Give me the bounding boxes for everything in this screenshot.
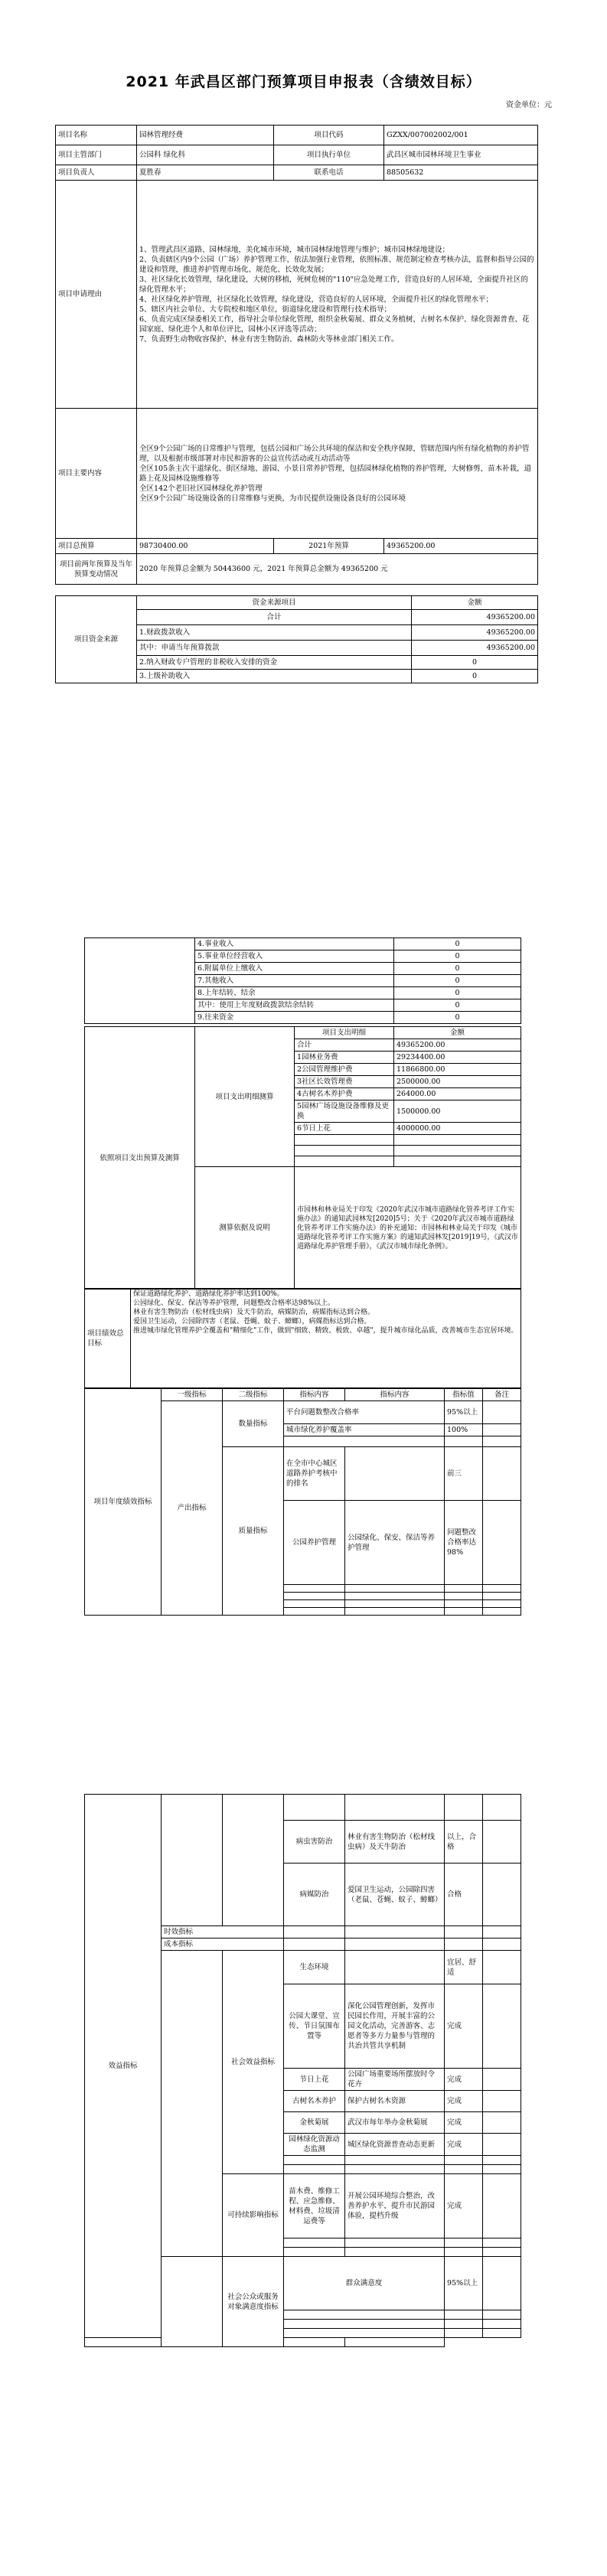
kpi-social-content: 园林绿化资源动态监测 [284, 2134, 345, 2156]
kpi-sustain-sub: 开展公园环境综合整治，改善养护水平，提升市民游园体验，提档升级 [345, 2174, 445, 2239]
label-year-budget: 2021年预算 [274, 539, 384, 554]
kpi-satisfaction-content: 群众满意度 [284, 2257, 445, 2310]
kpi-note-cell [483, 1447, 521, 1501]
detail-row-name [295, 1146, 394, 1156]
label-cost: 成本指标 [162, 1939, 284, 1951]
kpi-empty-cell [284, 1795, 345, 1821]
detail-row-amount: 4000000.00 [394, 1123, 521, 1135]
detail-row-name: 2公园管理维护费 [295, 1064, 394, 1076]
kpi-quality2-content: 病媒防治 [284, 1864, 345, 1926]
detail-row-name: 6节日上花 [295, 1123, 394, 1135]
funds2-row-amount: 0 [394, 999, 521, 1012]
kpi-empty-cell [445, 2320, 483, 2329]
kpi-empty-cell [284, 2310, 445, 2320]
label-social: 社会效益指标 [223, 1951, 284, 2174]
kpi-empty-cell [445, 1939, 483, 1951]
detail-row-name: 3社区长效管理费 [295, 1076, 394, 1088]
kpi-header-lvl2: 二级指标 [223, 1389, 284, 1401]
funds2-row-name: 其中：使用上年度财政拨款结余结转 [195, 999, 394, 1012]
change-value: 2020 年预算总金额为 50443600 元，2021 年预算总金额为 49365200 元 [137, 554, 538, 585]
kpi-empty-cell [483, 2239, 521, 2248]
kpi-empty-cell [284, 1608, 345, 1616]
kpi-sustain-content: 苗木费、维修工程、应急维修、材料费、垃圾清运费等 [284, 2174, 345, 2239]
kpi-empty-cell [483, 1926, 521, 1939]
detail-row-amount: 264000.00 [394, 1088, 521, 1101]
overall-goal-table [84, 1288, 521, 1388]
funds2-row-name: 9.往来资金 [195, 1012, 394, 1024]
kpi-quality-value: 问题整改合格率达98% [445, 1501, 483, 1585]
kpi-empty-cell [284, 1585, 345, 1593]
detail-row-name: 1园林业务费 [295, 1052, 394, 1064]
kpi-empty-cell [345, 1608, 445, 1616]
kpi-header-target: 指标值 [445, 1389, 483, 1401]
kpi-note-cell [483, 2134, 521, 2156]
funds-row-name: 1.财政拨款收入 [137, 625, 412, 641]
detail-row-amount [394, 1146, 521, 1156]
kpi-empty-cell [483, 2165, 521, 2174]
kpi-social-content: 生态环境 [284, 1951, 345, 1984]
kpi-empty-cell [483, 1436, 521, 1447]
kpi-social-sub: 武汉市每年举办金秋菊展 [345, 2112, 445, 2134]
kpi-social-value: 完成 [445, 2091, 483, 2112]
label-sustain: 可持续影响指标 [223, 2174, 284, 2257]
kpi-empty-cell [445, 2248, 483, 2257]
funds2-row-amount: 0 [394, 938, 521, 951]
kpi-empty-cell [85, 2338, 223, 2347]
detail-row-name: 4古树名木养护费 [295, 1088, 394, 1101]
kpi-header-note: 备注 [483, 1389, 521, 1401]
kpi-empty-cell [445, 1795, 483, 1821]
kpi-empty-cell [284, 2156, 345, 2165]
owner-value: 夏胜春 [137, 165, 274, 181]
kpi-cont-spacer [162, 2257, 223, 2347]
kpi-empty-cell [345, 1939, 445, 1951]
funds-row-amount: 49365200.00 [412, 641, 538, 656]
kpi-empty-cell [483, 2310, 521, 2320]
kpi-social-value: 完成 [445, 1984, 483, 2069]
detail-row-amount [394, 1135, 521, 1146]
label-timeliness: 时效指标 [162, 1926, 284, 1939]
kpi-quality-content: 公园养护管理 [284, 1501, 345, 1585]
kpi-note-cell [483, 2069, 521, 2091]
label-content: 项目主要内容 [56, 409, 137, 539]
kpi-quality-value: 前三 [445, 1447, 483, 1501]
label-calc-basis: 测算依据及说明 [195, 1167, 295, 1290]
kpi-social-value: 完成 [445, 2134, 483, 2156]
label-change: 项目前两年预算及当年预算变动情况 [56, 554, 137, 585]
kpi-empty-cell [284, 2165, 345, 2174]
funds-table [55, 595, 538, 683]
funds2-row-name: 7.其他收入 [195, 975, 394, 987]
kpi-empty-cell [345, 2156, 445, 2165]
kpi-social-sub [345, 1951, 445, 1984]
funds2-row-amount: 0 [394, 975, 521, 987]
kpi-empty-cell [345, 2239, 445, 2248]
project-name-value: 园林管理经费 [137, 126, 274, 145]
kpi-table-continued [84, 1794, 521, 2347]
kpi-empty-cell [483, 1939, 521, 1951]
kpi-empty-cell [445, 2329, 483, 2338]
kpi-empty-cell [284, 2329, 445, 2338]
kpi-empty-cell [483, 2329, 521, 2338]
funds2-row-amount: 0 [394, 951, 521, 963]
funding-unit-label: 资金单位：元 [506, 101, 552, 109]
label-project-code: 项目代码 [274, 126, 384, 145]
kpi-empty-cell [345, 1926, 445, 1939]
kpi-social-value: 宜居、舒适 [445, 1951, 483, 1984]
kpi-empty-cell [345, 1795, 445, 1821]
kpi-quantity-value: 100% [445, 1424, 483, 1436]
kpi-quantity-value: 95%以上 [445, 1401, 483, 1424]
label-quality: 质量指标 [223, 1447, 284, 1616]
kpi-note-cell [483, 1424, 521, 1436]
exec-unit-value: 武昌区城市园林环境卫生事业 [384, 145, 538, 165]
kpi-social-sub: 深化公园管理创新，发挥市民园长作用，开展丰富的公园文化活动，完善游客、志愿者等多方力量参与管理的共治共管共享机制 [345, 1984, 445, 2069]
kpi-social-content: 节日上花 [284, 2069, 345, 2091]
funds-row-name: 合计 [137, 610, 412, 625]
kpi-empty-cell [284, 2338, 345, 2347]
kpi-empty-cell [445, 1608, 483, 1616]
label-satisfaction: 社会公众或服务对象满意度指标 [223, 2257, 284, 2347]
detail-header-amount: 金额 [394, 1027, 521, 1039]
kpi-cont-spacer [162, 1795, 223, 1926]
label-basis: 依照项目支出预算及测算 [85, 1027, 195, 1290]
kpi-empty-cell [345, 2248, 445, 2257]
kpi-note-cell [483, 1501, 521, 1585]
year-budget-value: 49365200.00 [384, 539, 538, 554]
kpi-empty-cell [345, 1585, 445, 1593]
kpi-empty-cell [483, 1795, 521, 1821]
funds-row-amount: 49365200.00 [412, 625, 538, 641]
kpi-cont-spacer [162, 1951, 223, 2257]
project-code-value: GZXX/007002002/001 [384, 126, 538, 145]
kpi-empty-cell [483, 1593, 521, 1600]
kpi-cont-spacer [223, 1795, 284, 1926]
phone-value: 88505632 [384, 165, 538, 181]
kpi-empty-cell [284, 2320, 445, 2329]
kpi-note-cell [483, 2257, 521, 2310]
kpi-empty-cell [345, 2338, 445, 2347]
kpi-quality2-sub: 爱国卫生运动，公园除四害（老鼠、苍蝇、蚊子、蟑螂） [345, 1864, 445, 1926]
label-effect: 效益指标 [85, 1795, 162, 2338]
kpi-empty-cell [483, 2248, 521, 2257]
budget-basis-table [84, 1026, 521, 1290]
funds-row-amount: 0 [412, 656, 538, 670]
kpi-quality2-value: 以上，合格 [445, 1821, 483, 1864]
kpi-social-sub: 保护古树名木资源 [345, 2091, 445, 2112]
kpi-empty-cell [483, 1608, 521, 1616]
kpi-empty-cell [445, 1600, 483, 1608]
kpi-empty-cell [445, 2239, 483, 2248]
kpi-note-cell [483, 2174, 521, 2239]
kpi-quality-sub: 公园绿化、保安、保洁等养护管理 [345, 1501, 445, 1585]
kpi-empty-cell [345, 1600, 445, 1608]
label-owner: 项目负责人 [56, 165, 137, 181]
detail-row-amount: 29234400.00 [394, 1052, 521, 1064]
detail-row-amount: 49365200.00 [394, 1039, 521, 1052]
kpi-empty-cell [284, 2239, 345, 2248]
kpi-note-cell [483, 2091, 521, 2112]
kpi-empty-cell [483, 1585, 521, 1593]
kpi-empty-cell [445, 1585, 483, 1593]
label-exec-unit: 项目执行单位 [274, 145, 384, 165]
kpi-table [84, 1388, 521, 1616]
detail-row-amount: 11866800.00 [394, 1064, 521, 1076]
funds2-row-amount: 0 [394, 1012, 521, 1024]
detail-row-name: 合计 [295, 1039, 394, 1052]
kpi-empty-cell [483, 2320, 521, 2329]
label-output: 产出指标 [162, 1401, 223, 1616]
kpi-quantity-content: 城市绿化养护覆盖率 [284, 1424, 445, 1436]
kpi-note-cell [483, 2112, 521, 2134]
detail-row-name: 5园林广场设施设备维修及更换 [295, 1101, 394, 1123]
funds-table-continued [84, 937, 521, 1024]
kpi-satisfaction-value: 95%以上 [445, 2257, 483, 2310]
calc-basis-value: 市园林和林业局关于印发《2020年武汉市城市道路绿化管养考评工作实施办法》的通知武园林发[2020]5号；关于《2020年武汉市城市道路绿化管养考评工作实施办法》的补充通知；市园林和林业局关于印发《城市道路绿化管养考评工作实施方案》的通知武园林发[2019]19号，《武汉市道路绿化养护管理手册》，《武汉市城市绿化条例》。 [295, 1167, 521, 1290]
kpi-note-cell [483, 1864, 521, 1926]
detail-row-amount: 2500000.00 [394, 1076, 521, 1088]
kpi-empty-cell [445, 1926, 483, 1939]
kpi-header-lvl1: 一级指标 [162, 1389, 223, 1401]
kpi-empty-cell [284, 1600, 345, 1608]
funds2-row-name: 6.附属单位上缴收入 [195, 963, 394, 975]
label-funds: 项目资金来源 [56, 596, 137, 683]
funds2-row-name: 5.事业单位经营收入 [195, 951, 394, 963]
kpi-header-lvl3b: 指标内容 [345, 1389, 445, 1401]
kpi-social-sub: 城区绿化资源普查动态更新 [345, 2134, 445, 2156]
kpi-empty-cell [284, 1436, 445, 1447]
funds-row-amount: 49365200.00 [412, 610, 538, 625]
kpi-empty-cell [284, 1939, 345, 1951]
kpi-empty-cell [284, 1593, 345, 1600]
kpi-quality2-sub: 林业有害生物防治（松材线虫病）及天牛防治 [345, 1821, 445, 1864]
kpi-quality2-value: 合格 [445, 1864, 483, 1926]
label-reason: 项目申请理由 [56, 181, 137, 409]
kpi-empty-cell [345, 1593, 445, 1600]
funds-row-name: 其中：申请当年预算拨款 [137, 641, 412, 656]
kpi-empty-cell [445, 1436, 483, 1447]
label-yearly-goal: 项目年度绩效指标 [85, 1389, 162, 1616]
project-info-table [55, 125, 538, 585]
funds-row-amount: 0 [412, 670, 538, 683]
funds-header-amount: 金额 [412, 596, 538, 610]
kpi-social-sub: 公园广场重要场所摆放时令花卉 [345, 2069, 445, 2091]
label-quantity: 数量指标 [223, 1401, 284, 1447]
detail-row-name [295, 1156, 394, 1167]
kpi-note-cell [483, 1984, 521, 2069]
dept-value: 公园科 绿化科 [137, 145, 274, 165]
label-phone: 联系电话 [274, 165, 384, 181]
kpi-quality-content: 在全市中心城区道路养护考核中的排名 [284, 1447, 345, 1501]
overall-goal-value: 保证道路绿化养护、道路绿化养护率达到100%。 公园绿化、保安、保洁等养护管理，问题整改合格率达98%以上。 林业有害生物防治（松材线虫病）及天牛防治，病媒防治，病媒指标达到合格。 爱国卫生运动，公园除四害（老鼠、苍蝇、蚊子、蟑螂），病媒指标达到合格。 推进城市绿化管理养护全覆盖和"精细化"工作，做到"细致、精致、极致、卓越"，提升城市绿化品质，改善城市生态宜居环境。 [131, 1289, 521, 1388]
funds2-row-amount: 0 [394, 987, 521, 999]
content-value: 全区9个公园广场的日常维护与管理，包括公园和广场公共环境的保洁和安全秩序保障，管辖范围内所有绿化植物的养护管理，以及根据市级部署对市民和游客的公益宣传活动或互动活动等 全区105条主次干道绿化、街区绿地、游园、小景日常养护管理，包括园林绿化植物的养护管理，大树修剪，苗木补栽，道路上花及园林设施维修等 全区142个老旧社区园林绿化养护管理 全区9个公园广场设施设备的日常维修与更换，为市民提供设施设备良好的公园环境 [137, 409, 538, 539]
label-project-name: 项目名称 [56, 126, 137, 145]
kpi-quantity-content: 平台问题数整改合格率 [284, 1401, 445, 1424]
kpi-empty-cell [345, 2165, 445, 2174]
kpi-social-value: 完成 [445, 2069, 483, 2091]
kpi-social-value: 完成 [445, 2112, 483, 2134]
kpi-note-cell [483, 1951, 521, 1984]
funds2-row-amount: 0 [394, 963, 521, 975]
kpi-quality2-content: 病虫害防治 [284, 1821, 345, 1864]
reason-value: 1、管理武昌区道路、园林绿地，美化城市环境，城市园林绿地管理与维护；城市园林绿地建设； 2、负责辖区内9个公园（广场）养护管理工作，依法加强行业管理，依照标准、规范制定检查考核办法，监督和指导公园的建设和管理，推进养护管理市场化、规范化、长效化发展； 3、社区绿化长效管理，绿化建设，大树的移植，死树危树的"110"应急处理工作，营造良好的人居环境，全面提升社区的绿化管理水平； 4、社区绿化养护管理，社区绿化长效管理，绿化建设，营造良好的人居环境，全面提升社区的绿化管理水平； 5、辖区内社会单位、大专院校和地区单位，街道绿化建设和管理行技术指导； 6、负责完成区绿委相关工作，指导社会单位绿化管理，组织金秋菊展、群众义务植树，古树名木保护、绿化资源普查、花园家庭、绿化进个人和单位评比，园林小区评选等活动； 7、负责野生动物收容保护、林业有害生物防治、森林防火等林业部门相关工作。 [137, 181, 538, 409]
funds2-row-name: 8.上年结转、结余 [195, 987, 394, 999]
kpi-social-content: 金秋菊展 [284, 2112, 345, 2134]
kpi-empty-cell [345, 1447, 445, 1501]
funds-cont-spacer [85, 938, 195, 1024]
kpi-empty-cell [284, 2248, 345, 2257]
kpi-empty-cell [445, 2310, 483, 2320]
label-dept: 项目主管部门 [56, 145, 137, 165]
page-title: 2021 年武昌区部门预算项目申报表（含绩效目标） [126, 73, 481, 90]
kpi-sustain-value: 完成 [445, 2174, 483, 2239]
kpi-empty-cell [284, 1926, 345, 1939]
kpi-empty-cell [445, 2156, 483, 2165]
kpi-note-cell [483, 1821, 521, 1864]
kpi-empty-cell [483, 1600, 521, 1608]
funds-row-name: 3.上级补助收入 [137, 670, 412, 683]
kpi-empty-cell [483, 2156, 521, 2165]
funds-row-name: 2.纳入财政专户管理的非税收入安排的资金 [137, 656, 412, 670]
kpi-social-content: 公园大课堂、宣传、节日氛围布置等 [284, 1984, 345, 2069]
total-budget-value: 98730400.00 [137, 539, 274, 554]
funds2-row-name: 4.事业收入 [195, 938, 394, 951]
kpi-empty-cell [445, 2165, 483, 2174]
detail-row-amount [394, 1156, 521, 1167]
kpi-header-lvl3: 指标内容 [284, 1389, 345, 1401]
label-total-budget: 项目总预算 [56, 539, 137, 554]
kpi-social-content: 古树名木养护 [284, 2091, 345, 2112]
detail-header-name: 项目支出明细 [295, 1027, 394, 1039]
detail-row-amount: 1500000.00 [394, 1101, 521, 1123]
label-overall-goal: 项目绩效总目标 [85, 1289, 131, 1388]
label-detail: 项目支出明细测算 [195, 1027, 295, 1167]
detail-row-name [295, 1135, 394, 1146]
kpi-empty-cell [445, 1593, 483, 1600]
funds-header-source: 资金来源项目 [137, 596, 412, 610]
kpi-note-cell [483, 1401, 521, 1424]
